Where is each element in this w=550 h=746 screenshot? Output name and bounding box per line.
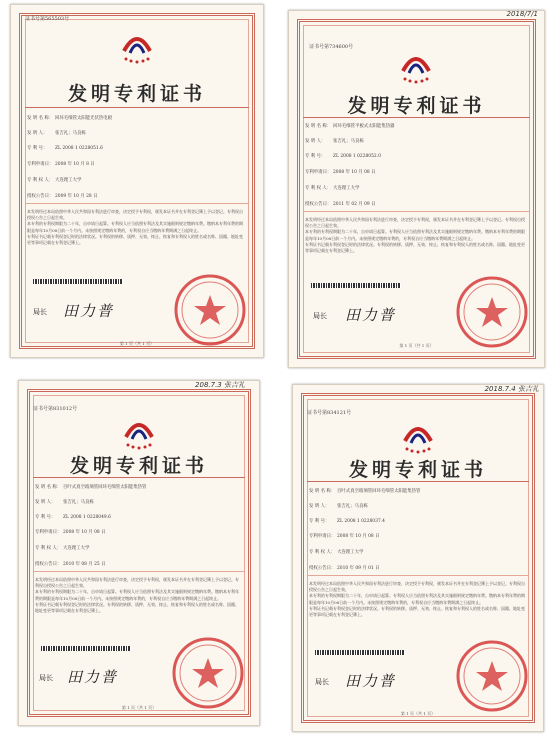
divider [25, 203, 249, 204]
director-label: 局长 [39, 674, 53, 682]
handwritten-note: 2018.7.4 张吉礼 [484, 385, 539, 393]
certificate-body-text: 本发明经过本局依照中华人民共和国专利法进行审查，决定授予专利权，颁发本证书并在专利登记簿上予以登记。专利权自授权公告之日起生效。 本专利的专利权期限为二十年，自申请日起算。专利权人应当依照专利法及其实施细则规定缴纳年费。缴纳本专利年费的期限是每年10月08日前一个月内。未按照规定缴纳年费的，专利权自应当缴纳年费期满之日起终止。 专利证书记载专利权登记时的法律状况。专利权的转移、质押、无效、终止、恢复和专利权人的姓名或名称、国籍、地址变更等事项记载在专利登记簿上。 [305, 217, 525, 254]
patent-certificate-2 [288, 10, 545, 368]
application-date-field: 专利申请日： 2008 年 10 月 08 日 [35, 530, 106, 535]
divider [307, 575, 529, 576]
application-date-field: 专利申请日： 2008 年 10 月 08 日 [309, 534, 380, 539]
patent-office-emblem-icon [399, 45, 433, 85]
certificate-title: 发明专利证书 [347, 95, 486, 117]
director-label: 局长 [313, 312, 327, 320]
invention-name-field: 发 明 名 称： 回环毛细管太阳能光伏热电板 [27, 116, 113, 121]
certificate-title: 发明专利证书 [348, 459, 487, 481]
page-number: 第 1 页（共 1 页） [399, 343, 434, 348]
certificate-body-text: 本发明经过本局依照中华人民共和国专利法进行审查，决定授予专利权，颁发本证书并在专利登记簿上予以登记。专利权自授权公告之日起生效。 本专利的专利权期限为二十年，自申请日起算。专利权人应当依照专利法及其实施细则规定缴纳年费。缴纳本专利年费的期限是每年10月08日前一个月内。未按照规定缴纳年费的，专利权自应当缴纳年费期满之日起终止。 专利证书记载专利权登记时的法律状况。专利权的转移、质押、无效、终止、恢复和专利权人的姓名或名称、国籍、地址变更等事项记载在专利登记簿上。 [27, 209, 243, 246]
barcode [33, 279, 123, 284]
application-date-field: 专利申请日： 2008 年 10 月 08 日 [305, 170, 376, 175]
director-signature: 田力普 [67, 668, 119, 686]
patent-office-emblem-icon [122, 411, 156, 451]
certificate-title: 发明专利证书 [67, 83, 206, 105]
patentee-field: 专 利 权 人： 大连理工大学 [27, 178, 82, 183]
patent-number-field: 专 利 号： ZL 2008 1 0228051.6 [27, 146, 103, 151]
patent-number-field: 专 利 号： ZL 2008 1 0228052.0 [305, 154, 381, 159]
divider [25, 107, 249, 108]
patent-office-emblem-icon [120, 25, 154, 65]
certificate-number: 证书号第834121号 [307, 410, 352, 416]
barcode [311, 283, 401, 288]
handwritten-note: 208.7.3 张吉礼 [195, 381, 245, 389]
barcode [41, 646, 131, 651]
patentee-field: 专 利 权 人： 大连理工大学 [305, 186, 360, 191]
invention-name-field: 发 明 名 称： 回环毛细管平板式太阳能集热器 [305, 124, 395, 129]
certificate-number: 证书号第831012号 [33, 406, 78, 412]
inventor-field: 发 明 人： 张吉礼；马良栋 [305, 139, 364, 144]
page-number: 第 1 页（共 1 页） [119, 341, 155, 346]
handwritten-note: 2018/7/1 [506, 10, 538, 18]
patent-number-field: 专 利 号： ZL 2008 1 0228037.4 [309, 519, 385, 524]
patent-number-field: 专 利 号： ZL 2008 1 0228049.6 [35, 515, 111, 520]
official-seal-icon [171, 636, 245, 710]
application-date-field: 专利申请日： 2008 年 10 月 8 日 [27, 162, 95, 167]
official-seal-icon [455, 639, 529, 713]
divider [33, 571, 245, 572]
page-number: 第 1 页（共 1 页） [400, 711, 436, 716]
certificate-number: 证书号第734600号 [309, 44, 354, 50]
certificate-number: 证书号第565503号 [25, 16, 70, 22]
certificate-body-text: 本发明经过本局依照中华人民共和国专利法进行审查，决定授予专利权，颁发本证书并在专利登记簿上予以登记。专利权自授权公告之日起生效。 本专利的专利权期限为二十年，自申请日起算。专利权人应当依照专利法及其实施细则规定缴纳年费。缴纳本专利年费的期限是每年10月08日前一个月内。未按照规定缴纳年费的，专利权自应当缴纳年费期满之日起终止。 专利证书记载专利权登记时的法律状况。专利权的转移、质押、无效、终止、恢复和专利权人的姓名或名称、国籍、地址变更等事项记载在专利登记簿上。 [35, 577, 239, 614]
patent-office-emblem-icon [401, 415, 435, 455]
patentee-field: 专 利 权 人： 大连理工大学 [309, 550, 364, 555]
grant-date-field: 授权公告日： 2010 年 09 月 01 日 [309, 566, 380, 571]
patent-certificate-1 [10, 4, 264, 358]
divider [307, 481, 529, 482]
barcode [315, 650, 405, 655]
director-signature: 田力普 [63, 302, 115, 320]
grant-date-field: 授权公告日： 2009 年 10 月 28 日 [27, 194, 98, 199]
director-signature: 田力普 [345, 672, 397, 690]
director-signature: 田力普 [345, 306, 397, 324]
divider [303, 211, 530, 212]
invention-name-field: 发 明 名 称： 百叶式真空玻璃管回环毛细管太阳能集热管 [309, 489, 421, 494]
divider [33, 477, 245, 478]
official-seal-icon [173, 273, 247, 347]
official-seal-icon [455, 275, 529, 349]
page-number: 第 1 页（共 1 页） [121, 705, 157, 710]
patent-certificate-4 [292, 384, 544, 732]
certificate-body-text: 本发明经过本局依照中华人民共和国专利法进行审查，决定授予专利权，颁发本证书并在专利登记簿上予以登记。专利权自授权公告之日起生效。 本专利的专利权期限为二十年，自申请日起算。专利权人应当依照专利法及其实施细则规定缴纳年费。缴纳本专利年费的期限是每年10月08日前一个月内。未按照规定缴纳年费的，专利权自应当缴纳年费期满之日起终止。 专利证书记载专利权登记时的法律状况。专利权的转移、质押、无效、终止、恢复和专利权人的姓名或名称、国籍、地址变更等事项记载在专利登记簿上。 [309, 581, 525, 618]
divider [303, 117, 530, 118]
grant-date-field: 授权公告日： 2010 年 08 月 25 日 [35, 562, 106, 567]
patentee-field: 专 利 权 人： 大连理工大学 [35, 546, 90, 551]
inventor-field: 发 明 人： 张吉礼；马良栋 [35, 500, 94, 505]
director-label: 局长 [315, 678, 329, 686]
certificate-title: 发明专利证书 [69, 455, 208, 477]
invention-name-field: 发 明 名 称： 百叶式真空玻璃管回环毛细管太阳能集热管 [35, 485, 147, 490]
grant-date-field: 授权公告日： 2011 年 02 月 09 日 [305, 202, 376, 207]
inventor-field: 发 明 人： 张吉礼；马良栋 [27, 131, 86, 136]
patent-certificate-3 [18, 380, 260, 726]
inventor-field: 发 明 人： 张吉礼；马良栋 [309, 504, 368, 509]
director-label: 局长 [33, 308, 47, 316]
